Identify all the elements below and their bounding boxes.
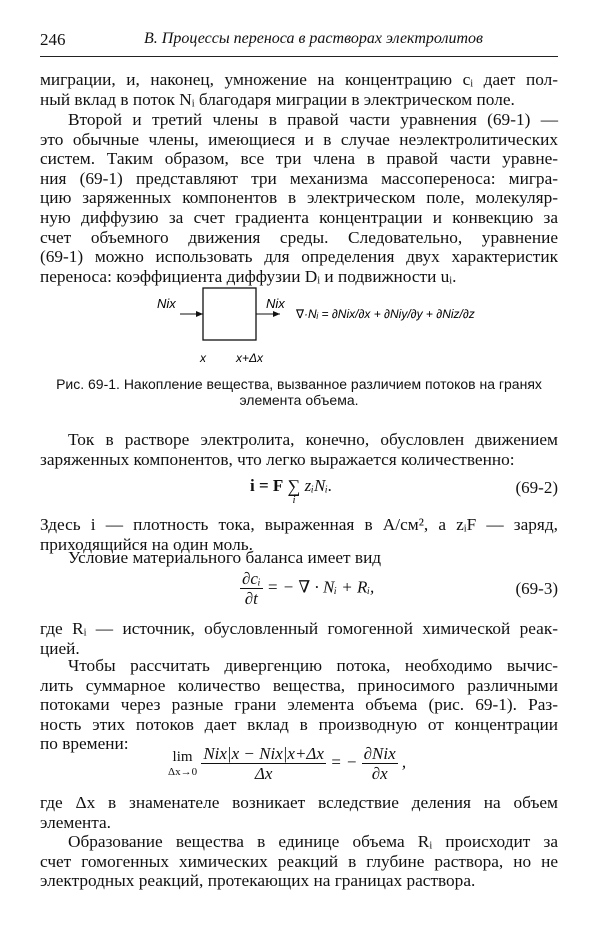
eq-tail: , [401, 752, 407, 772]
sum-symbol: ∑ [287, 476, 301, 496]
equation-body [168, 744, 406, 783]
inflow-arrowhead [196, 311, 203, 317]
flux-in-label: Nix [157, 296, 176, 311]
x-left-label: x [200, 351, 206, 365]
text-line: по времени: [40, 734, 129, 754]
denominator: ∂x [371, 764, 388, 783]
page-header [40, 30, 558, 57]
eq-rhs: zᵢNᵢ. [304, 476, 333, 495]
equation-69-3 [40, 569, 558, 613]
text-line: ную диффузию за счет градиента концентрации и конвекцию за [40, 207, 558, 227]
text-line: миграции, и, наконец, умножение на концентрацию cᵢ дает пол- [40, 70, 558, 89]
text-line: Условие материального баланса имеет вид [68, 548, 382, 567]
eq-rhs: = − ∇ · Nᵢ + Rᵢ, [266, 577, 375, 597]
equation-number: (69-2) [515, 478, 558, 497]
paragraph-6 [40, 619, 558, 658]
paragraph-8 [40, 793, 558, 832]
sum-index: i [292, 494, 296, 506]
text-line: приходящийся на один моль. [40, 534, 253, 554]
caption-line: элемента объема. [239, 392, 359, 409]
numerator: ∂Nix [363, 744, 396, 763]
text-line: где Δx в знаменателе возникает вследствие деления на объем [40, 793, 558, 812]
paragraph-1 [40, 70, 558, 109]
figure-69-1 [40, 280, 558, 375]
denominator: ∂t [244, 589, 258, 608]
paragraph-9 [40, 832, 558, 891]
limit-subscript: Δx→0 [168, 765, 198, 778]
text-line: это обычные члены, имеющиеся и в случае неэлектролитических [40, 129, 558, 149]
text-line: Образование вещества в единице объема Rᵢ происходит за [68, 832, 558, 851]
paragraph-5 [40, 548, 558, 568]
volume-element-box [203, 288, 256, 340]
page-number: 246 [40, 30, 66, 49]
text-line: ный вклад в поток Nᵢ благодаря миграции в электрическом поле. [40, 89, 515, 109]
text-line: где Rᵢ — источник, обусловленный гомогенной химической реак- [40, 619, 558, 638]
running-title: В. Процессы переноса в растворах электролитов [144, 30, 483, 47]
equation-number: (69-3) [515, 579, 558, 598]
fraction [362, 744, 398, 783]
limit-operator [168, 749, 197, 779]
numerator: Nix|x − Nix|x+Δx [203, 744, 324, 763]
caption-line: Рис. 69-1. Накопление вещества, вызванное различием потоков на гранях [56, 376, 542, 392]
text-line: лить суммарное количество вещества, приносимого различными [40, 675, 558, 695]
paragraph-3 [40, 430, 558, 469]
divergence-formula: ∇·Nᵢ = ∂Nix/∂x + ∂Niy/∂y + ∂Niz/∂z [296, 307, 475, 321]
text-line: ния (69-1) представляют три механизма массопереноса: мигра- [40, 168, 558, 188]
equation-body [240, 569, 374, 608]
paragraph-2 [40, 110, 558, 286]
text-line: Чтобы рассчитать дивергенцию потока, необходимо вычис- [68, 656, 558, 675]
paragraph-7 [40, 656, 558, 754]
figure-caption [40, 376, 558, 409]
numerator: ∂cᵢ [242, 569, 261, 588]
eq-equals: = − [330, 752, 358, 772]
limit-word: lim [172, 748, 193, 765]
text-line: Второй и третий члены в правой части уравнения (69-1) — [68, 110, 558, 129]
x-right-label: x+Δx [236, 351, 264, 365]
text-line: Здесь i — плотность тока, выраженная в А/см², а zᵢF — заряд, [40, 515, 558, 534]
text-line: заряженных компонентов, что легко выражается количественно: [40, 449, 515, 469]
text-line: цию заряженных компонентов в электрическом поле, молекуляр- [40, 188, 558, 208]
fraction [201, 744, 326, 783]
text-line: цией. [40, 638, 80, 658]
text-line: элемента. [40, 812, 112, 832]
text-line: Ток в растворе электролита, конечно, обусловлен движением [68, 430, 558, 449]
outflow-arrowhead [273, 311, 280, 317]
text-line: потоками через разные грани элемента объема (рис. 69-1). Раз- [40, 695, 558, 715]
sum-operator [287, 476, 301, 507]
text-line: ность этих потоков дает вклад в производную от концентрации [40, 714, 558, 734]
eq-lhs: i = F [250, 476, 284, 495]
text-line: систем. Таким образом, все три члена в правой части уравне- [40, 149, 558, 169]
text-line: переноса: коэффициента диффузии Dᵢ и подвижности uᵢ. [40, 266, 457, 286]
flux-out-label: Nix [266, 296, 285, 311]
equation-limit [40, 744, 558, 790]
text-line: электродных реакций, протекающих на границах раствора. [40, 871, 476, 891]
denominator: Δx [254, 764, 273, 783]
text-line: счет объемного движения среды. Следовательно, уравнение [40, 227, 558, 247]
fraction [240, 569, 263, 608]
text-line: (69-1) можно использовать для определения двух характеристик [40, 247, 558, 267]
text-line: счет гомогенных химических реакций в глубине раствора, но не [40, 851, 558, 871]
equation-69-2 [40, 470, 558, 506]
equation-body [250, 476, 332, 507]
